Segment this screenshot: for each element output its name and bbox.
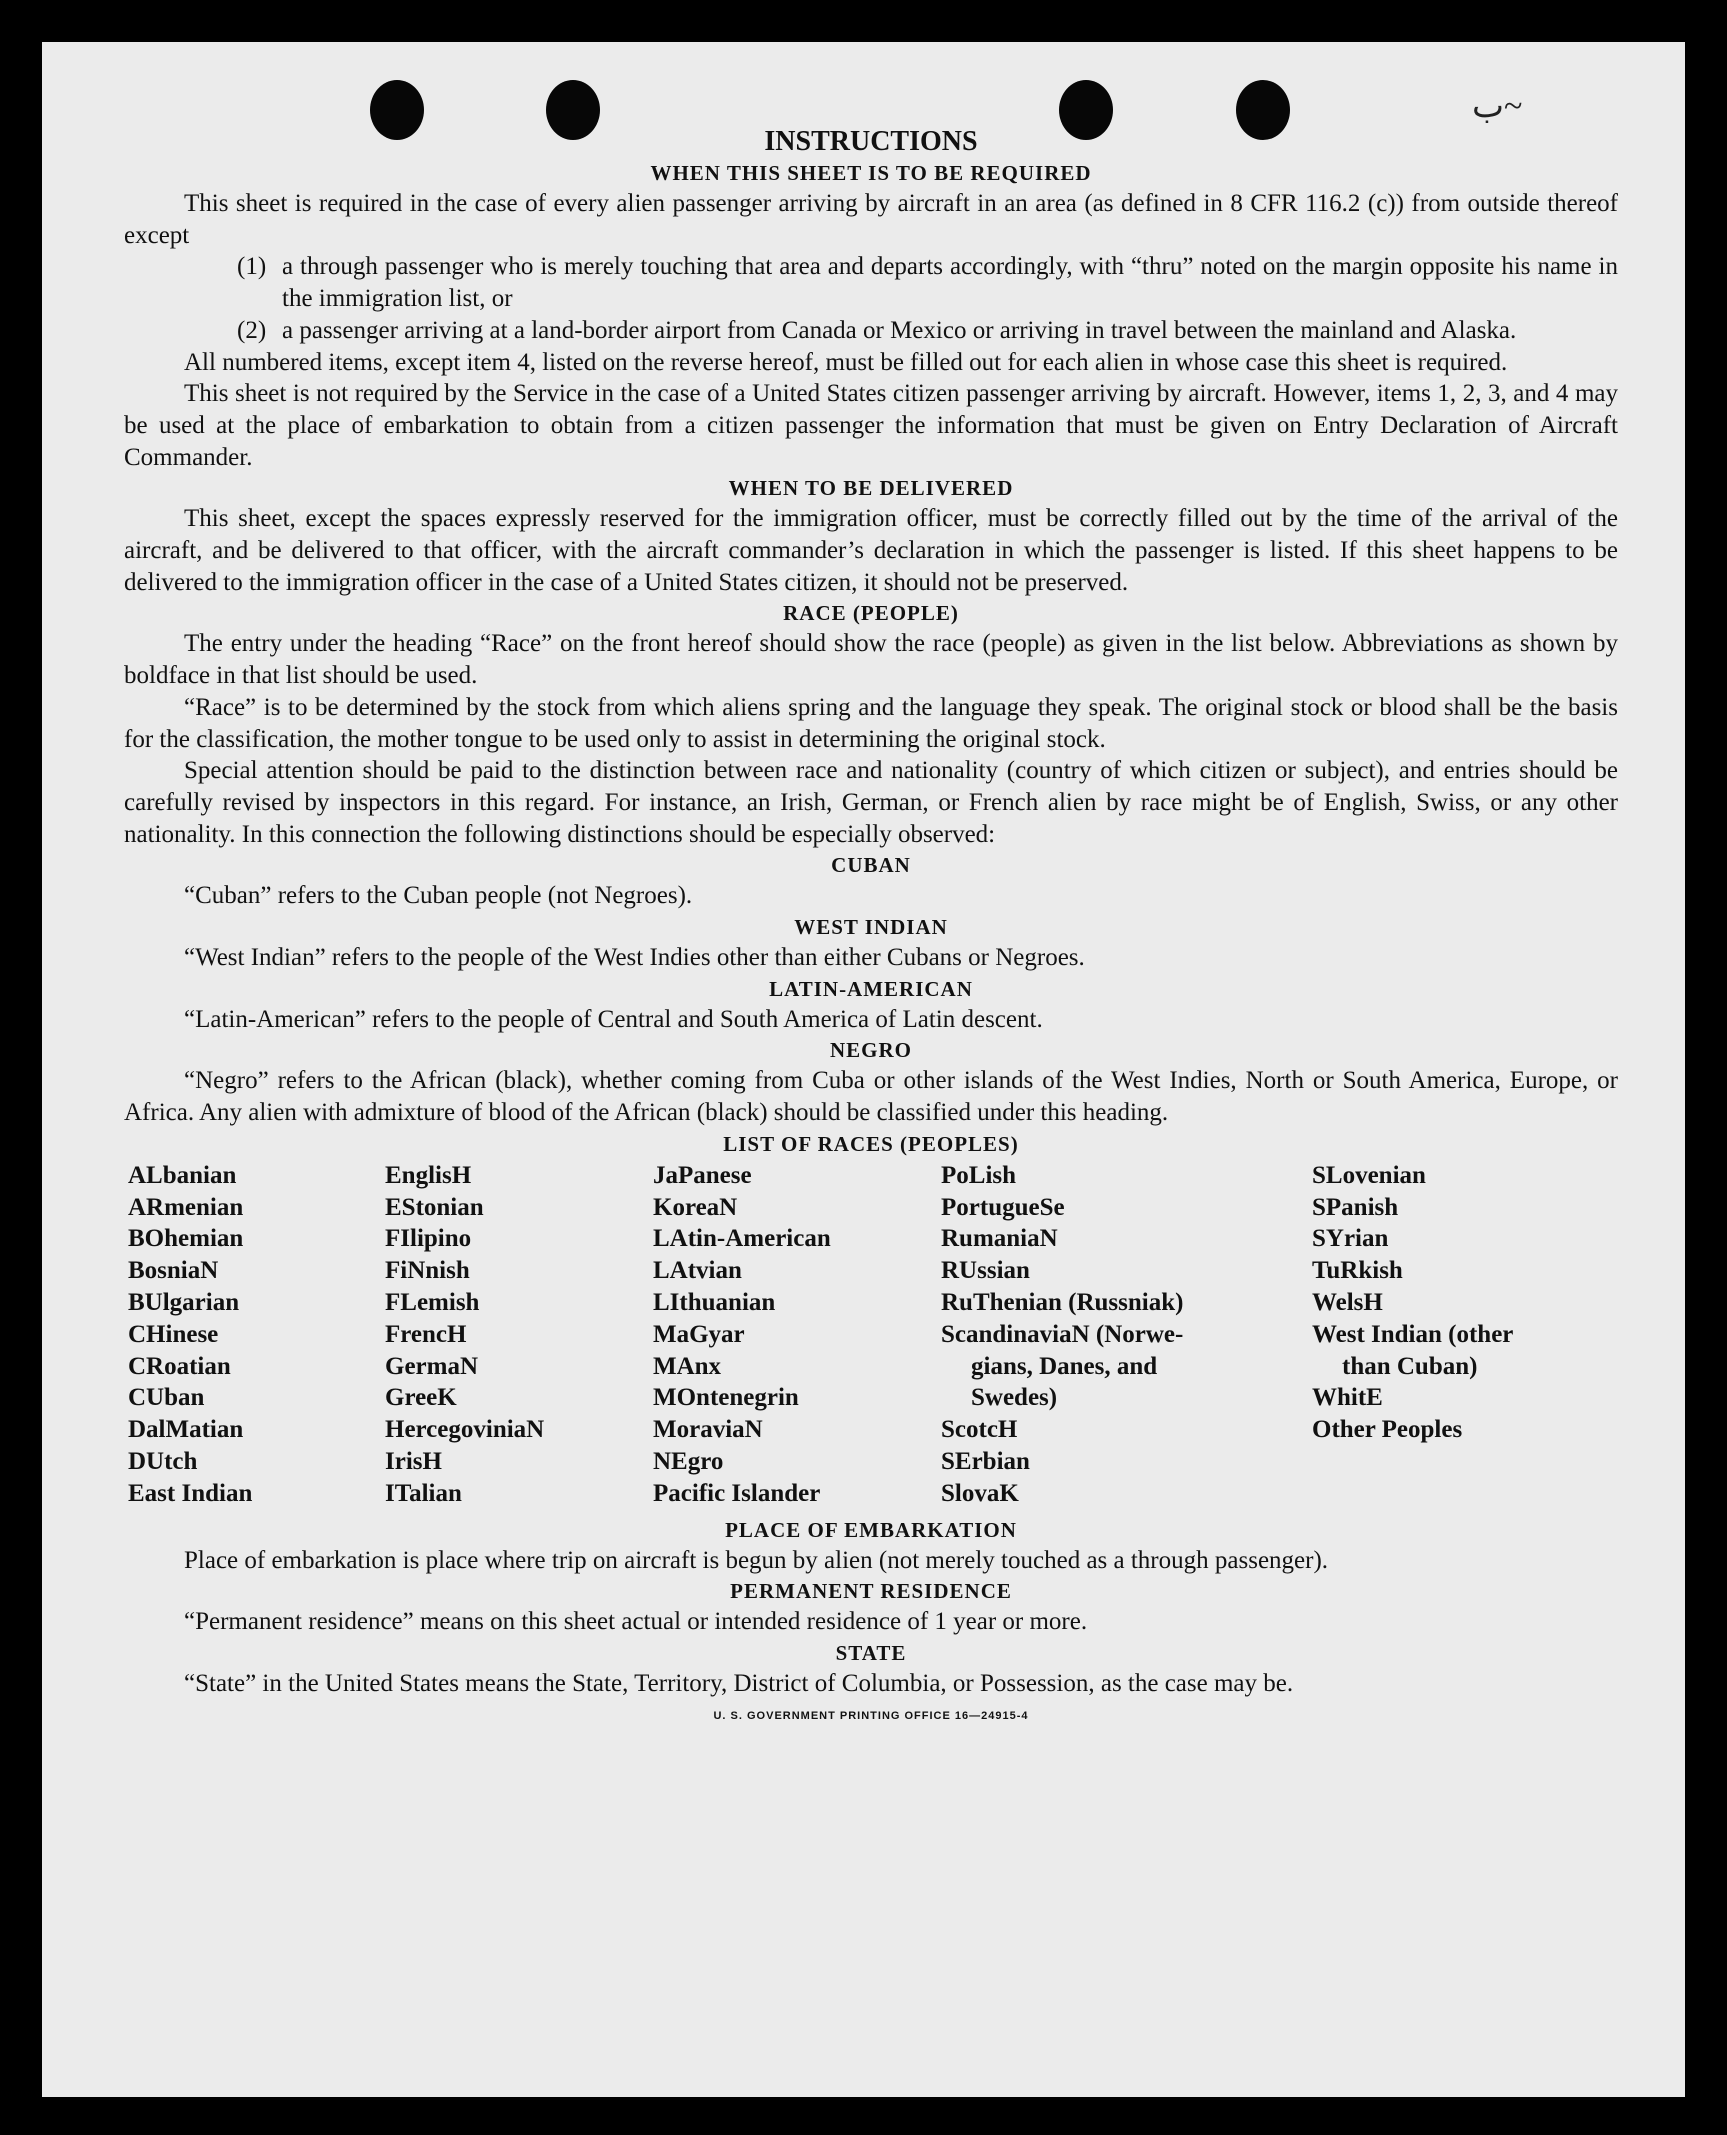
race-item: CRoatian [128,1352,231,1380]
race-item: KoreaN [653,1193,738,1221]
instructions-text [124,126,1618,1722]
race-item: FiNnish [385,1257,470,1285]
race-item: gians, Danes, and [971,1352,1158,1380]
race-item: SLovenian [1312,1161,1426,1189]
race-item: IrisH [385,1448,442,1476]
section-heading: RACE (PEOPLE) [783,601,959,626]
race-item: FIlipino [385,1225,472,1253]
race-item: FrencH [385,1320,467,1348]
paragraph: “Latin-American” refers to the people of Central and South America of Latin descent. [184,1005,1043,1033]
race-column [653,1160,941,1510]
list-item [237,251,1618,314]
race-item: Other Peoples [1312,1416,1463,1444]
paragraph: “West Indian” refers to the people of the West Indies other than either Cubans or Negroes. [184,944,1085,972]
item-text: a through passenger who is merely touching that area and departs accordingly, with “thru” noted on the margin opposite his name in the immigration list, or [282,253,1618,313]
race-item: ScotcH [941,1416,1018,1444]
race-item: RUssian [941,1257,1030,1285]
section-heading: WHEN TO BE DELIVERED [728,476,1014,501]
section-heading: WEST INDIAN [794,915,948,940]
race-item: LIthuanian [653,1289,776,1317]
race-item: East Indian [128,1479,253,1507]
list-item [237,315,1618,347]
race-item: ALbanian [128,1161,237,1189]
pen-mark: ب~ [1472,88,1523,125]
race-item: GreeK [385,1384,457,1412]
race-item: than Cuban) [1342,1352,1478,1380]
race-item: LAtvian [653,1257,742,1285]
section-heading: NEGRO [829,1038,912,1063]
race-item: RuThenian (Russniak) [941,1289,1184,1317]
race-item: MaGyar [653,1320,745,1348]
race-item: JaPanese [653,1161,752,1189]
race-item: WelsH [1312,1289,1383,1317]
section-heading: CUBAN [831,853,911,878]
section-heading: STATE [835,1641,907,1666]
race-item: DalMatian [128,1416,244,1444]
race-column [128,1160,385,1510]
item-number: (2) [237,316,267,344]
race-item: DUtch [128,1448,198,1476]
race-item: HercegoviniaN [385,1416,545,1444]
race-item: West Indian (other [1312,1320,1514,1348]
race-item: ScandinaviaN (Norwe- [941,1320,1184,1348]
printing-office-imprint: U. S. GOVERNMENT PRINTING OFFICE 16—24915-4 [713,1709,1029,1722]
race-item: Swedes) [971,1384,1058,1412]
document-page [42,42,1685,2097]
race-item: SErbian [941,1448,1030,1476]
race-item: EnglisH [385,1161,472,1189]
paragraph: “Cuban” refers to the Cuban people (not Negroes). [184,882,693,910]
race-item: MAnx [653,1352,722,1380]
race-item: MOntenegrin [653,1384,799,1412]
race-item: SlovaK [941,1479,1019,1507]
race-item: CHinese [128,1320,219,1348]
race-item: SPanish [1312,1193,1399,1221]
race-item: FLemish [385,1289,480,1317]
race-item: ITalian [385,1479,462,1507]
paragraph: This sheet is not required by the Service in the case of a United States citizen passenger arriving by aircraft. However, items 1, 2, 3, and 4 may be used at the place of embarkation to obtain from a citizen passenger the information that must be given on Entry Declaration of Aircraft Commander. [124,380,1618,471]
race-item: MoraviaN [653,1416,763,1444]
race-column [941,1160,1312,1510]
race-item: PoLish [941,1161,1017,1189]
paragraph: “State” in the United States means the State, Territory, District of Columbia, or Possession, as the case may be. [184,1670,1294,1698]
paragraph: This sheet, except the spaces expressly reserved for the immigration officer, must be correctly filled out by the time of the arrival of the aircraft, and be delivered to that officer, with the aircraft commander’s declaration in which the passenger is listed. If this sheet happens to be delivered to the immigration officer in the case of a United States citizen, it should not be preserved. [124,505,1618,596]
section-heading: PLACE OF EMBARKATION [725,1517,1017,1542]
paragraph: This sheet is required in the case of every alien passenger arriving by aircraft in an area (as defined in 8 CFR 116.2 (c)) from outside thereof except [124,190,1618,249]
race-item: PortugueSe [941,1193,1065,1221]
race-item: CUban [128,1384,205,1412]
paragraph: “Race” is to be determined by the stock from which aliens spring and the language they speak. The original stock or blood shall be the basis for the classification, the mother tongue to be used only to assist in determining the original stock. [124,693,1618,753]
section-heading: LATIN-AMERICAN [769,976,973,1001]
race-item: TuRkish [1312,1257,1403,1285]
paragraph: Special attention should be paid to the distinction between race and nationality (country of which citizen or subject), and entries should be carefully revised by inspectors in this regard. For instance, an Irish, German, or French alien by race might be of English, Swiss, or any other nationality. In this connection the following distinctions should be especially observed: [124,757,1618,848]
race-item: ARmenian [128,1193,244,1221]
item-number: (1) [237,253,267,281]
paragraph: “Negro” refers to the African (black), whether coming from Cuba or other islands of the West Indies, North or South America, Europe, or Africa. Any alien with admixture of blood of the African (black) should be classified under this heading. [124,1067,1618,1127]
section-heading: PERMANENT RESIDENCE [730,1579,1012,1604]
race-item: NEgro [653,1448,724,1476]
race-item: WhitE [1312,1384,1383,1412]
race-item: GermaN [385,1352,479,1380]
race-item: BosniaN [128,1257,219,1285]
page-title: INSTRUCTIONS [764,126,978,157]
item-text: a passenger arriving at a land-border airport from Canada or Mexico or arriving in travel between the mainland and Alaska. [282,316,1517,344]
paragraph: “Permanent residence” means on this sheet actual or intended residence of 1 year or more. [184,1608,1088,1636]
race-item: EStonian [385,1193,484,1221]
race-item: BOhemian [128,1225,244,1253]
race-item: LAtin-American [653,1225,831,1253]
paragraph: Place of embarkation is place where trip on aircraft is begun by alien (not merely touched as a through passenger). [184,1546,1329,1574]
exception-list [124,251,1618,346]
race-column [1312,1160,1622,1510]
paragraph: The entry under the heading “Race” on the front hereof should show the race (people) as given in the list below. Abbreviations as shown by boldface in that list should be used. [124,630,1618,690]
race-column [385,1160,653,1510]
race-item: RumaniaN [941,1225,1058,1253]
paragraph: All numbered items, except item 4, listed on the reverse hereof, must be filled out for each alien in whose case this sheet is required. [184,348,1508,376]
section-heading: WHEN THIS SHEET IS TO BE REQUIRED [650,161,1092,185]
section-heading: LIST OF RACES (PEOPLES) [723,1131,1019,1156]
race-list [128,1160,1618,1510]
race-item: SYrian [1312,1225,1389,1253]
race-item: BUlgarian [128,1289,240,1317]
race-item: Pacific Islander [653,1479,821,1507]
